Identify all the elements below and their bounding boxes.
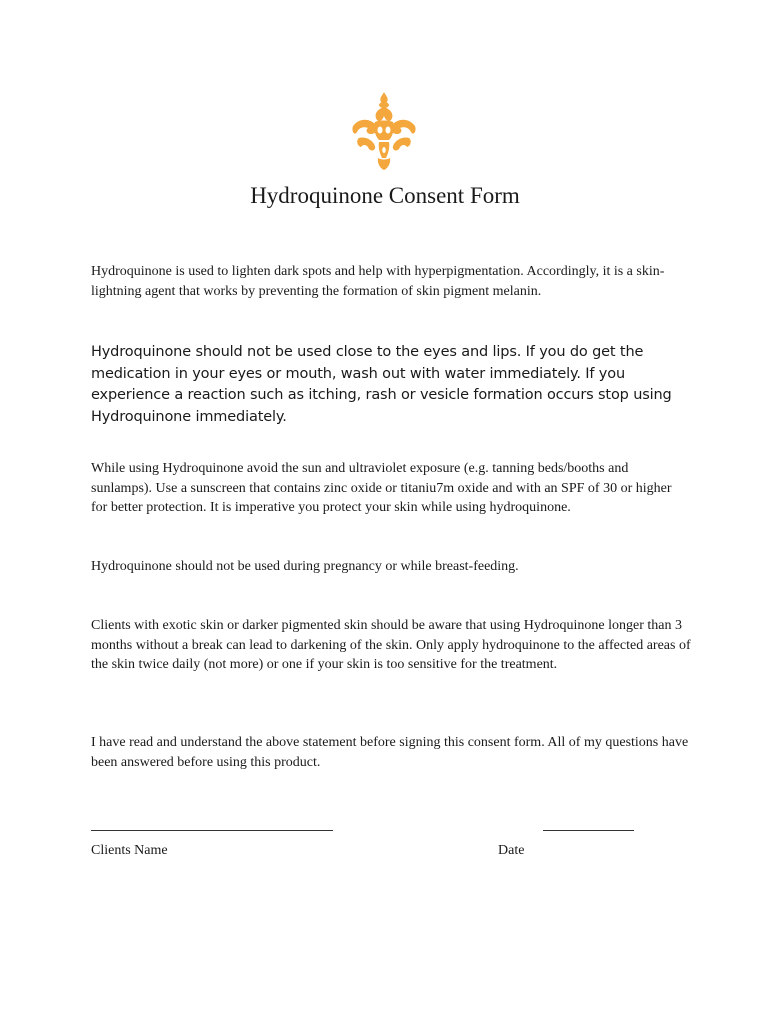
acknowledgement-paragraph: I have read and understand the above statement before signing this consent form. All of my questions have been answered before using this product. [91, 735, 689, 770]
date-signature-line[interactable] [543, 812, 634, 831]
sun-exposure-paragraph: While using Hydroquinone avoid the sun and ultraviolet exposure (e.g. tanning beds/booths and sunlamps). Use a sunscreen that contains zinc oxide or titaniu7m oxide and with an SPF of 30 or higher for better protection. It is imperative you protect your skin while using hydroquinone. [91, 461, 672, 516]
client-name-signature-line[interactable] [91, 812, 333, 831]
form-title: Hydroquinone Consent Form [250, 183, 520, 208]
client-name-label: Clients Name [91, 843, 168, 858]
warning-paragraph: Hydroquinone should not be used close to the eyes and lips. If you do get the medication in your eyes or mouth, wash out with water immediately. If you experience a reaction such as itching, rash or vesicle formation occurs stop using Hydroquinone immediately. [91, 344, 672, 425]
ornamental-logo [345, 92, 423, 170]
date-label: Date [498, 843, 525, 858]
intro-paragraph: Hydroquinone is used to lighten dark spots and help with hyperpigmentation. Accordingly, it is a skin-lightning agent that works by preventing the formation of skin pigment melanin. [91, 264, 665, 299]
pregnancy-paragraph: Hydroquinone should not be used during pregnancy or while breast-feeding. [91, 559, 519, 574]
skin-type-paragraph: Clients with exotic skin or darker pigmented skin should be aware that using Hydroquinone longer than 3 months without a break can lead to darkening of the skin. Only apply hydroquinone to the affected areas of the skin twice daily (not more) or one if your skin is too sensitive for the treatment. [91, 618, 691, 673]
